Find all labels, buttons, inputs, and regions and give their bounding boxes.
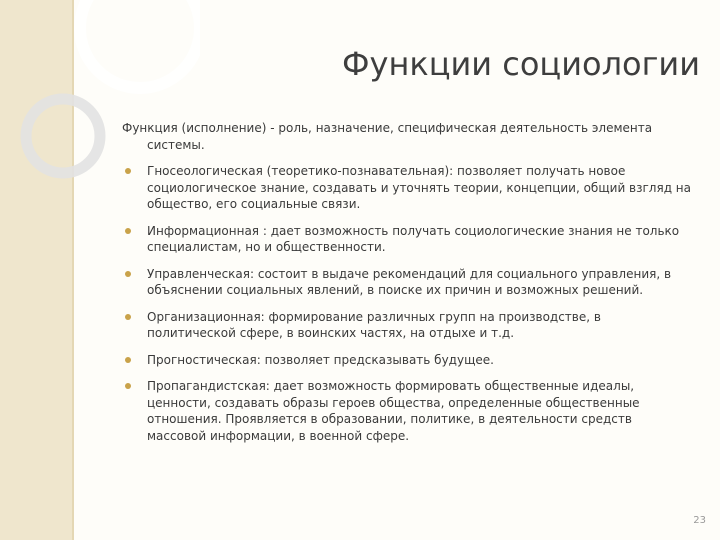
deco-circle-small xyxy=(26,99,100,173)
list-item xyxy=(122,309,692,342)
bullet-icon xyxy=(125,357,131,363)
bullet-icon xyxy=(125,314,131,320)
list-item xyxy=(122,223,692,256)
list-item-text: Пропагандистская: дает возможность формировать общественные идеалы, ценности, создавать образы героев общества, определенные общественные отношения. Проявляется в образовании, политике, в деятельности средств массовой информации, в военной сфере. xyxy=(147,379,640,443)
list-item-text: Гносеологическая (теоретико-познавательная): позволяет получать новое социологическое знание, создавать и уточнять теории, концепции, общий взгляд на общество, его социальные связи. xyxy=(147,164,692,211)
functions-list xyxy=(122,163,692,444)
list-item-text: Организационная: формирование различных групп на производстве, в политической сфере, в воинских частях, на отдыхе и т.д. xyxy=(147,309,601,340)
slide-body xyxy=(122,120,692,454)
list-item-text: Информационная : дает возможность получать социологические знания не только специалистам, но и общественности. xyxy=(147,223,680,254)
page-number: 23 xyxy=(693,515,706,526)
bullet-icon xyxy=(125,383,131,389)
bullet-icon xyxy=(125,271,131,277)
deco-circle-large xyxy=(80,0,200,88)
list-item-text: Прогностическая: позволяет предсказывать будущее. xyxy=(147,352,494,367)
list-item xyxy=(122,266,692,299)
list-item xyxy=(122,163,692,213)
list-item-text: Управленческая: состоит в выдаче рекомендаций для социального управления, в объяснении социальных явлений, в поиске их причин и возможных решений. xyxy=(147,266,672,297)
intro-definition: Функция (исполнение) - роль, назначение, специфическая деятельность элемента системы. xyxy=(122,121,653,152)
list-item xyxy=(122,378,692,444)
list-item xyxy=(122,352,692,369)
bullet-icon xyxy=(125,168,131,174)
bullet-icon xyxy=(125,228,131,234)
slide-title: Функции социологии xyxy=(341,45,700,83)
